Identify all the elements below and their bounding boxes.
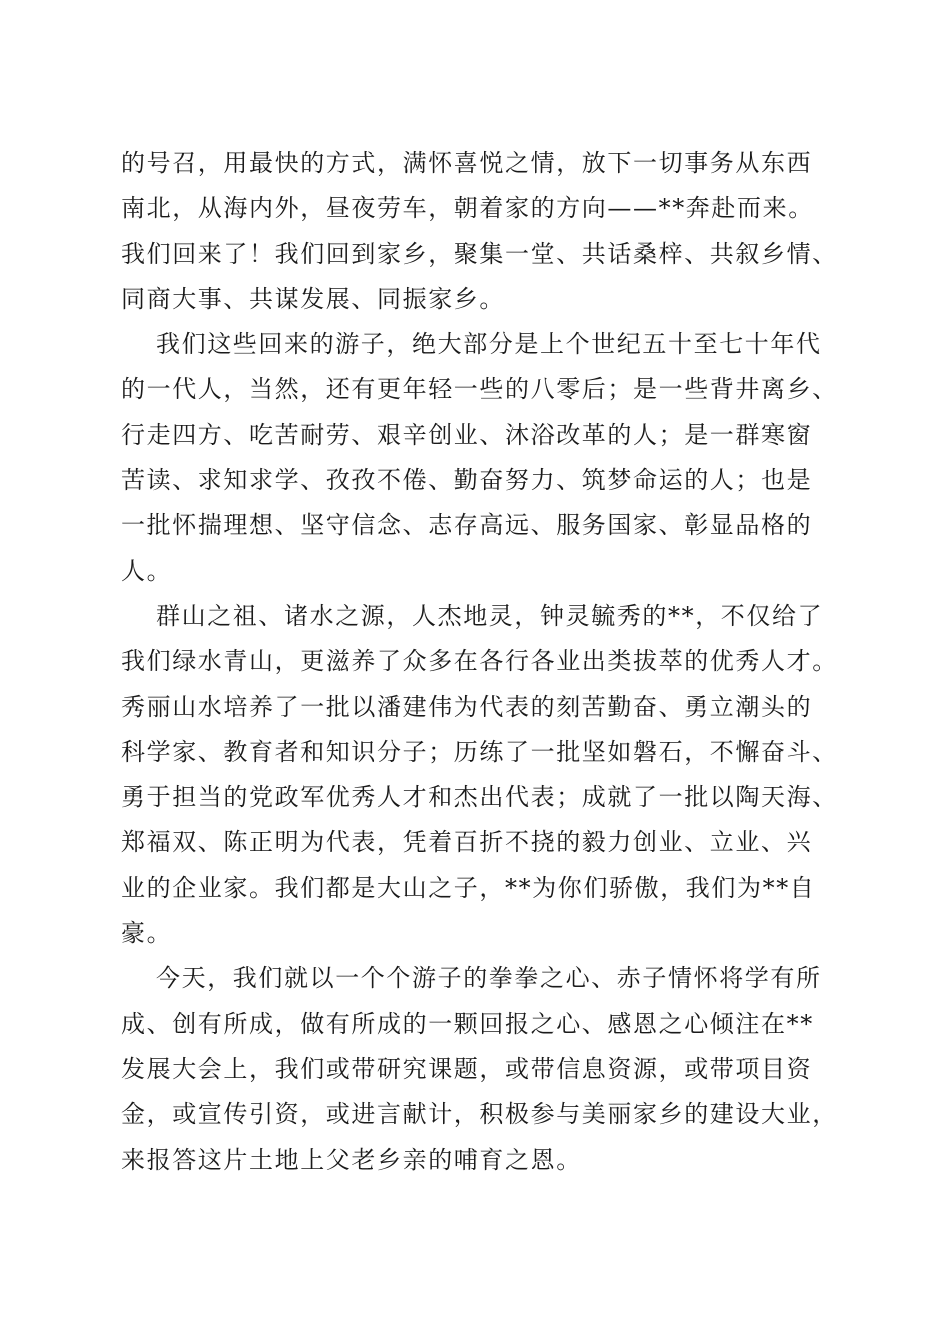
text-line: 群山之祖、诸水之源，人杰地灵，钟灵毓秀的**，不仅给了 [156,601,824,630]
text-line: 我们绿水青山，更滋养了众多在各行各业出类拔萃的优秀人才。 [121,647,838,676]
paragraph-4 [121,956,847,1182]
text-line: 苦读、求知求学、孜孜不倦、勤奋努力、筑梦命运的人；也是 [121,466,813,495]
text-line: 今天，我们就以一个个游子的拳拳之心、赤子情怀将学有所 [156,964,822,993]
text-line: 南北，从海内外，昼夜劳车，朝着家的方向——**奔赴而来。 [121,194,814,223]
text-line: 勇于担当的党政军优秀人才和杰出代表；成就了一批以陶天海、 [121,783,838,812]
text-line: 我们回来了！我们回到家乡，聚集一堂、共话桑梓、共叙乡情、 [121,239,838,268]
text-line: 金，或宣传引资，或进言献计，积极参与美丽家乡的建设大业， [121,1100,838,1129]
text-line: 业的企业家。我们都是大山之子，**为你们骄傲，我们为**自 [121,873,816,902]
document-body [121,141,847,1183]
paragraph-1 [121,141,847,322]
text-line: 行走四方、吃苦耐劳、艰辛创业、沐浴改革的人；是一群寒窗 [121,420,813,449]
text-line: 同商大事、共谋发展、同振家乡。 [121,284,505,313]
text-line: 科学家、教育者和知识分子；历练了一批坚如磐石，不懈奋斗、 [121,737,838,766]
text-line: 我们这些回来的游子，绝大部分是上个世纪五十至七十年代 [156,330,822,359]
text-line: 一批怀揣理想、坚守信念、志存高远、服务国家、彰显品格的 [121,511,813,540]
text-line: 豪。 [121,919,173,948]
text-line: 郑福双、陈正明为代表，凭着百折不挠的毅力创业、立业、兴 [121,828,813,857]
text-line: 的一代人，当然，还有更年轻一些的八零后；是一些背井离乡、 [121,375,838,404]
text-line: 成、创有所成，做有所成的一颗回报之心、感恩之心倾注在** [121,1009,814,1038]
text-line: 发展大会上，我们或带研究课题，或带信息资源，或带项目资 [121,1054,813,1083]
text-line: 来报答这片土地上父老乡亲的哺育之恩。 [121,1145,582,1174]
text-line: 的号召，用最快的方式，满怀喜悦之情，放下一切事务从东西 [121,149,813,177]
paragraph-3 [121,594,847,956]
paragraph-2 [121,322,847,594]
text-line: 人。 [121,556,173,585]
text-line: 秀丽山水培养了一批以潘建伟为代表的刻苦勤奋、勇立潮头的 [121,692,813,721]
